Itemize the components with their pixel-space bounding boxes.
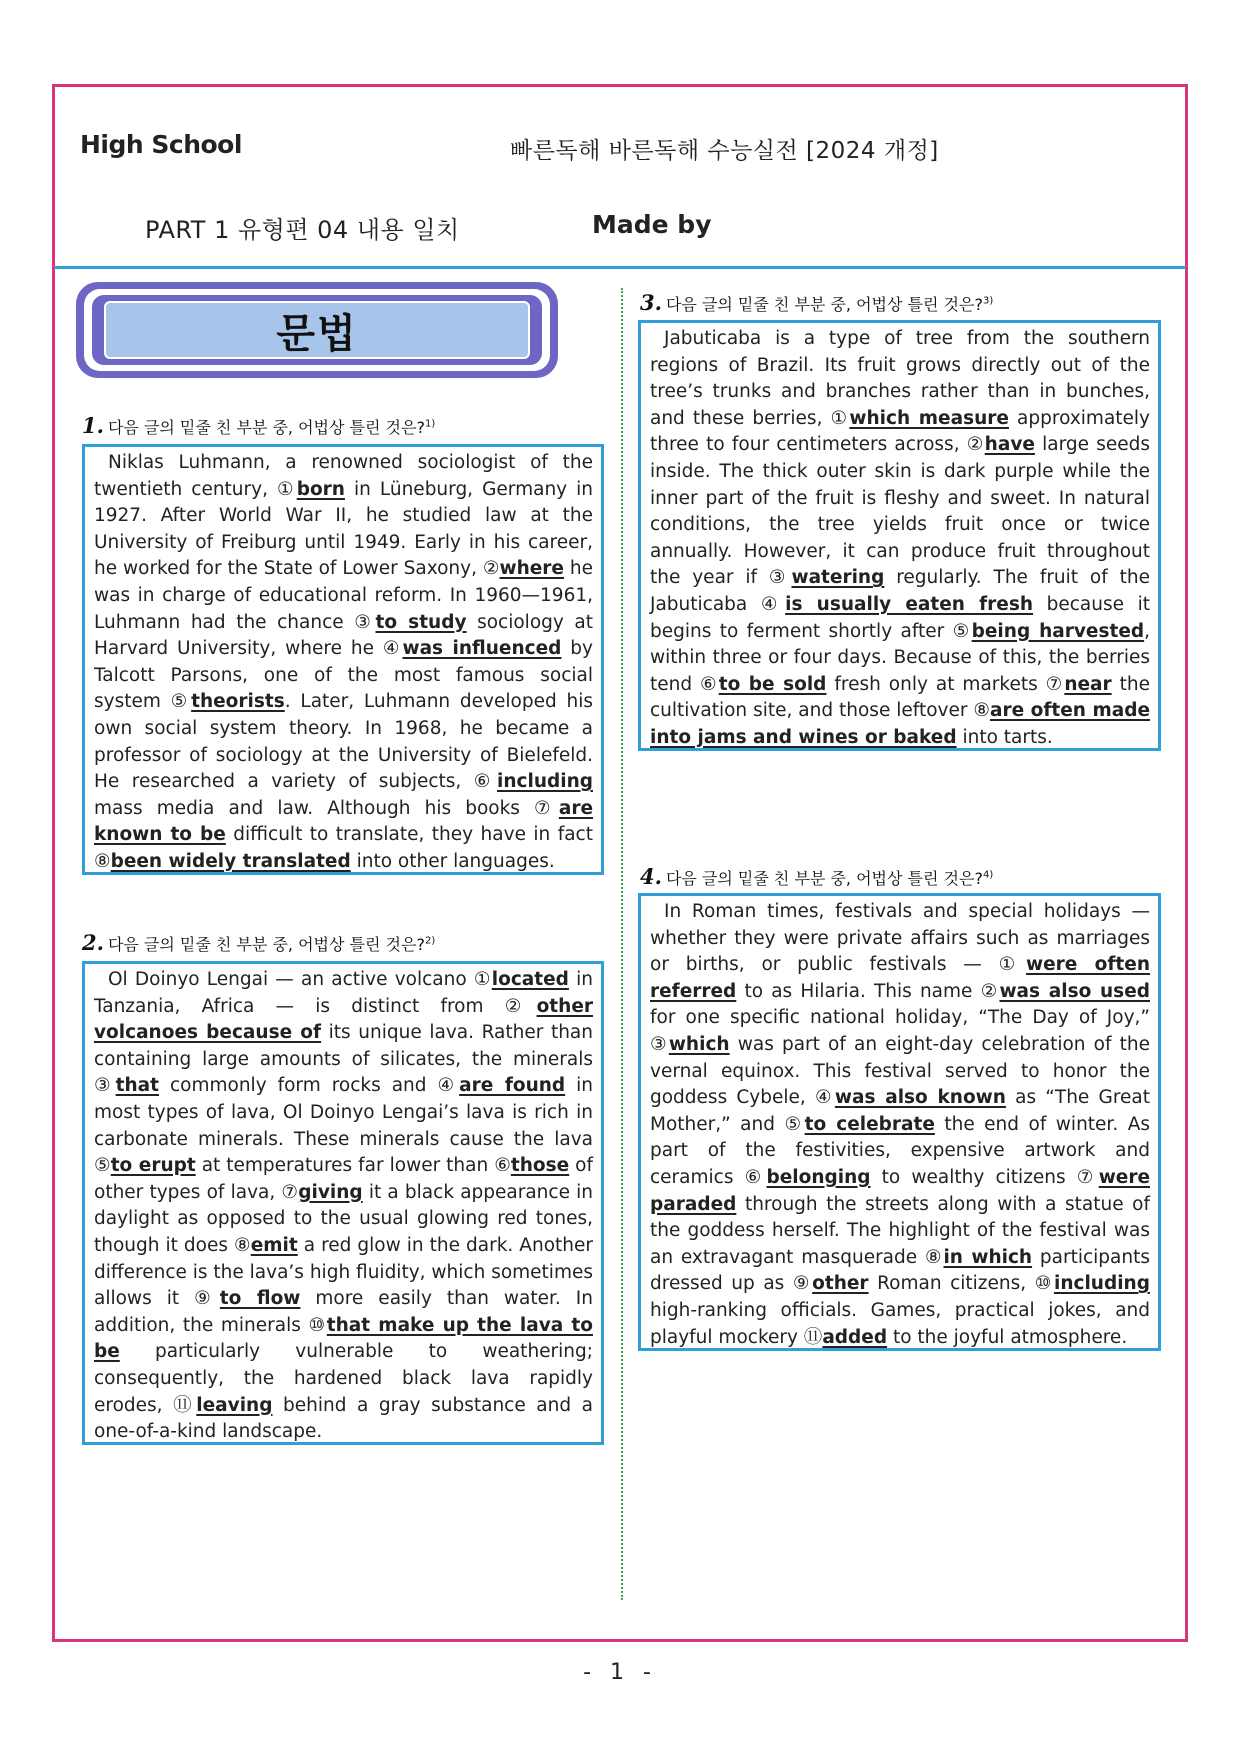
- underlined-choice: are known to be: [94, 797, 593, 846]
- question-1-passage-box: [82, 444, 604, 875]
- passage-text: difficult to translate, they have in fact ⑧: [94, 824, 593, 872]
- underlined-choice: which measure: [849, 407, 1009, 429]
- question-prompt: 다음 글의 밑줄 친 부분 중, 어법상 틀린 것은?: [665, 869, 983, 888]
- question-3-passage: [650, 326, 1150, 752]
- passage-text: participants dressed up as ⑨: [650, 1246, 1150, 1295]
- footnote-ref: 4): [982, 869, 994, 881]
- question-3-title: [640, 290, 993, 315]
- question-4-passage-box: [638, 893, 1161, 1351]
- underlined-choice: leaving: [196, 1394, 273, 1416]
- underlined-choice: theorists: [191, 691, 285, 713]
- question-1-passage: [94, 450, 593, 876]
- passage-text: approximately three to four centimeters across, ②: [650, 407, 1151, 456]
- question-2-passage: [94, 967, 593, 1446]
- underlined-choice: those: [510, 1155, 570, 1177]
- underlined-choice: to flow: [219, 1288, 301, 1310]
- underlined-choice: are often made into jams and wines or baked: [650, 700, 1150, 748]
- passage-text: its unique lava. Rather than containing large amounts of silicates, the minerals ③: [94, 1022, 593, 1097]
- passage-text: more easily than water. In addition, the minerals ⑩: [94, 1288, 593, 1336]
- underlined-choice: to erupt: [110, 1155, 196, 1177]
- passage-text: in Lüneburg, Germany in 1927. After World War II, he studied law at the University of Freiburg until 1949. Early in his career, he worked for the State of Lower Saxony, ②: [94, 478, 593, 580]
- question-prompt: 다음 글의 밑줄 친 부분 중, 어법상 틀린 것은?: [107, 418, 425, 437]
- underlined-choice: was influenced: [402, 638, 562, 660]
- underlined-choice: which: [668, 1033, 730, 1055]
- passage-text: Roman citizens, ⑩: [868, 1273, 1054, 1295]
- underlined-choice: are found: [459, 1075, 566, 1097]
- section-badge: 문법: [104, 301, 530, 359]
- underlined-choice: being harvested: [971, 620, 1145, 642]
- underlined-choice: giving: [298, 1181, 363, 1203]
- underlined-choice: that make up the lava to be: [94, 1314, 593, 1363]
- question-number: 1.: [82, 413, 104, 438]
- underlined-choice: was also used: [999, 980, 1150, 1002]
- underlined-choice: other volcanoes because of: [94, 995, 593, 1044]
- passage-text: behind a gray substance and a one-of-a-kind landscape.: [94, 1394, 593, 1443]
- underlined-choice: added: [822, 1326, 888, 1348]
- underlined-choice: other: [812, 1273, 869, 1295]
- question-1-title: [82, 413, 435, 438]
- column-divider: [621, 288, 623, 1600]
- passage-text: particularly vulnerable to weathering; consequently, the hardened black lava rapidly erodes, ⑪: [94, 1341, 593, 1416]
- underlined-choice: including: [1053, 1273, 1150, 1295]
- underlined-choice: were often referred: [650, 954, 1150, 1002]
- question-number: 4.: [640, 864, 662, 889]
- question-number: 2.: [82, 930, 104, 955]
- passage-text: into other languages.: [350, 850, 555, 872]
- passage-text: high-ranking officials. Games, practical jokes, and playful mockery ⑪: [650, 1299, 1150, 1348]
- passage-text: because it begins to ferment shortly after ⑤: [650, 593, 1150, 642]
- underlined-choice: in which: [943, 1246, 1033, 1268]
- passage-text: Ol Doinyo Lengai — an active volcano ①: [108, 969, 492, 990]
- passage-text: into tarts.: [956, 726, 1053, 748]
- passage-text: at temperatures far lower than ⑥: [195, 1155, 511, 1177]
- passage-text: to wealthy citizens ⑦: [870, 1166, 1099, 1188]
- question-2-passage-box: [82, 961, 604, 1445]
- passage-text: it a black appearance in daylight as opposed to the usual glowing red tones, though it does ⑧: [94, 1181, 593, 1256]
- question-4-passage: [650, 899, 1150, 1351]
- underlined-choice: have: [984, 434, 1035, 456]
- underlined-choice: to study: [375, 611, 467, 633]
- passage-text: regularly. The fruit of the Jabuticaba ④: [650, 567, 1150, 615]
- footnote-ref: 2): [424, 935, 436, 947]
- passage-text: large seeds inside. The thick outer skin is dark purple while the inner part of the fruit is fleshy and sweet. In natural conditions, the tree yields fruit once or twice annually. However, it can produce fruit throughout the year if ③: [650, 434, 1150, 589]
- passage-text: in most types of lava, Ol Doinyo Lengai’s lava is rich in carbonate minerals. These minerals cause the lava ⑤: [94, 1075, 593, 1177]
- question-3-passage-box: [638, 320, 1161, 751]
- passage-text: he was in charge of educational reform. In 1960—1961, Luhmann had the chance ③: [94, 558, 593, 633]
- footnote-ref: 3): [982, 295, 994, 307]
- question-prompt: 다음 글의 밑줄 친 부분 중, 어법상 틀린 것은?: [107, 935, 425, 954]
- passage-text: for one specific national holiday, “The Day of Joy,” ③: [650, 1007, 1150, 1055]
- passage-text: In Roman times, festivals and special holidays — whether they were private affairs such as marriages or births, or public festivals — ①: [650, 901, 1150, 976]
- book-title: 빠른독해 바른독해 수능실전 [2024 개정]: [510, 138, 939, 164]
- passage-text: a red glow in the dark. Another difference is the lava’s high fluidity, which sometimes allows it ⑨: [94, 1234, 593, 1310]
- underlined-choice: emit: [250, 1234, 298, 1256]
- passage-text: sociology at Harvard University, where he ④: [94, 611, 593, 660]
- passage-text: in Tanzania, Africa — is distinct from ②: [94, 969, 593, 1017]
- passage-text: by Talcott Parsons, one of the most famous social system ⑤: [94, 638, 593, 713]
- passage-text: Niklas Luhmann, a renowned sociologist of the twentieth century, ①: [94, 452, 593, 500]
- passage-text: to the joyful atmosphere.: [887, 1326, 1128, 1348]
- underlined-choice: that: [115, 1075, 160, 1097]
- underlined-choice: belonging: [766, 1166, 871, 1188]
- passage-text: Jabuticaba is a type of tree from the southern regions of Brazil. Its fruit grows directly out of the tree’s trunks and branches rather than in bunches, and these berries, ①: [650, 328, 1150, 429]
- passage-text: to as Hilaria. This name ②: [736, 980, 1000, 1002]
- page-number: - 1 -: [583, 1660, 657, 1685]
- underlined-choice: were paraded: [650, 1166, 1150, 1215]
- underlined-choice: been widely translated: [110, 850, 351, 872]
- passage-text: mass media and law. Although his books ⑦: [94, 797, 559, 819]
- passage-text: . Later, Luhmann developed his own social system theory. In 1968, he became a professor of sociology at the University of Bielefeld. He researched a variety of subjects, ⑥: [94, 691, 593, 793]
- part-title: PART 1 유형편 04 내용 일치: [145, 216, 460, 244]
- made-by-label: Made by: [592, 210, 712, 239]
- underlined-choice: was also known: [834, 1087, 1006, 1109]
- footnote-ref: 1): [424, 418, 436, 430]
- passage-text: was part of an eight-day celebration of the vernal equinox. This festival served to honor the goddess Cybele, ④: [650, 1033, 1150, 1109]
- underlined-choice: to celebrate: [804, 1113, 935, 1135]
- underlined-choice: is usually eaten fresh: [785, 593, 1034, 615]
- passage-text: , within three or four days. Because of this, the berries tend ⑥: [650, 620, 1151, 695]
- question-4-title: [640, 864, 993, 889]
- underlined-choice: where: [499, 558, 564, 580]
- passage-text: the end of winter. As part of the festivities, expensive artwork and ceramics ⑥: [650, 1113, 1150, 1188]
- passage-text: fresh only at markets ⑦: [826, 673, 1065, 695]
- passage-text: commonly form rocks and ④: [159, 1075, 460, 1097]
- underlined-choice: including: [497, 771, 593, 793]
- underlined-choice: watering: [791, 567, 885, 589]
- passage-text: through the streets along with a statue of the goddess herself. The highlight of the festival was an extravagant masquerade ⑧: [650, 1193, 1150, 1268]
- underlined-choice: to be sold: [718, 673, 827, 695]
- question-prompt: 다음 글의 밑줄 친 부분 중, 어법상 틀린 것은?: [665, 295, 983, 314]
- question-number: 3.: [640, 290, 662, 315]
- passage-text: as “The Great Mother,” and ⑤: [650, 1087, 1150, 1135]
- header-divider: [54, 266, 1186, 269]
- underlined-choice: near: [1064, 673, 1112, 695]
- question-2-title: [82, 930, 435, 955]
- underlined-choice: born: [296, 478, 345, 500]
- passage-text: of other types of lava, ⑦: [94, 1155, 593, 1203]
- school-level: High School: [80, 130, 242, 159]
- passage-text: the cultivation site, and those leftover ⑧: [650, 673, 1150, 722]
- underlined-choice: located: [491, 969, 569, 990]
